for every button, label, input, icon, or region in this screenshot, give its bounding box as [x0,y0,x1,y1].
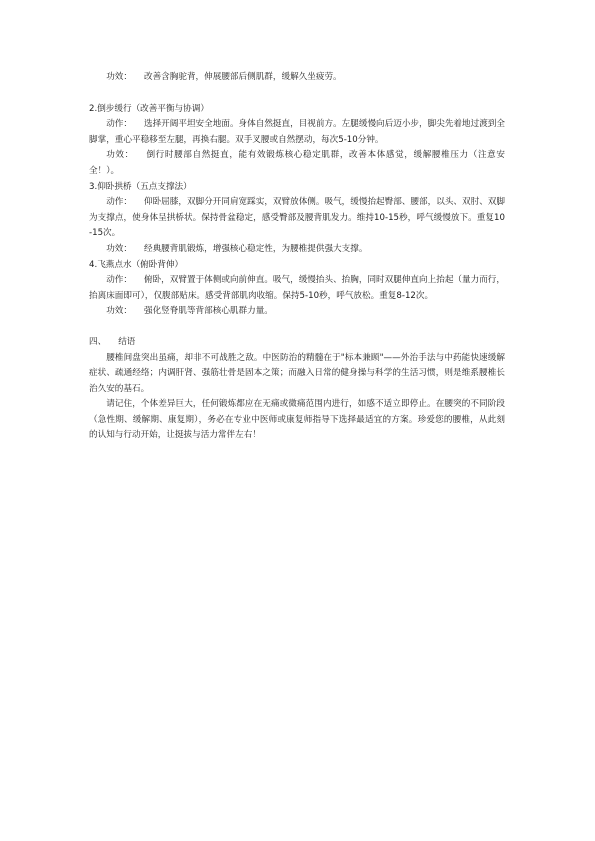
item2-number: 2. [89,103,98,114]
item4-effect-paragraph [89,304,505,320]
document-body [89,70,505,444]
effect-text: 经典腰背肌锻炼，增强核心稳定性，为腰椎提供强大支撑。 [143,243,368,254]
action-text: 俯卧，双臂置于体侧或向前伸直。吸气，缓慢抬头、抬胸，同时双腿伸直向上抬起（量力而行，抬离床面即可），仅腹部贴床。感受背部肌肉收缩。保持5-10秒，呼气放松。重复8-12次。 [89,275,505,301]
item2-action-paragraph [89,117,505,148]
effect-text: 改善含胸驼背，伸展腰部后侧肌群，缓解久坐疲劳。 [143,72,342,82]
action-label: 动作： [106,119,132,130]
item3-action-paragraph [89,195,505,242]
conclusion-heading [89,335,505,351]
item4-title: 飞燕点水（俯卧背伸） [97,259,184,270]
item4-heading [89,258,505,274]
effect-label: 功效： [106,72,132,82]
conclusion-paragraph-2: 请记住，个体差异巨大，任何锻炼都应在无痛或微痛范围内进行，如感不适立即停止。在腰突的不同阶段（急性期、缓解期、康复期），务必在专业中医师或康复师指导下选择最适宜的方案。珍爱您的腰椎，从此刻的认知与行动开始，让挺拔与活力常伴左右！ [89,399,505,441]
effect-label: 功效： [106,150,134,161]
effect-label: 功效： [106,306,132,317]
action-text: 选择开阔平坦安全地面。身体自然挺直，目视前方。左腿缓慢向后迈小步，脚尖先着地过渡到全脚掌，重心平稳移至左腿，再换右腿。双手叉腰或自然摆动，每次5-10分钟。 [89,119,505,145]
action-text: 仰卧屈膝，双脚分开同肩宽踩实，双臂放体侧。吸气，缓慢抬起臀部、腰部，以头、双肘、双脚为支撑点，使身体呈拱桥状。保持骨盆稳定，感受臀部及腰背肌发力。维持10-15秒，呼气缓慢放下。重复10-15次。 [89,197,505,239]
effect-text: 倒行时腰部自然挺直，能有效锻炼核心稳定肌群，改善本体感觉，缓解腰椎压力（注意安全！）。 [89,150,505,176]
prev-effect-paragraph [89,70,505,86]
item2-heading [89,102,505,118]
item2-title: 倒步缓行（改善平衡与协调） [97,103,209,114]
conclusion-number: 四、 [89,336,107,347]
conclusion-title: 结语 [118,336,136,347]
conclusion-paragraph-1: 腰椎间盘突出虽痛，却非不可战胜之敌。中医防治的精髓在于"标本兼顾"——外治手法与中药能快速缓解症状、疏通经络；内调肝肾、强筋壮骨是固本之策；而融入日常的健身操与科学的生活习惯，则是维系腰椎长治久安的基石。 [89,352,505,394]
item4-number: 4. [89,259,98,270]
effect-text: 强化竖脊肌等背部核心肌群力量。 [143,306,273,317]
item2-effect-paragraph [89,148,505,179]
effect-label: 功效： [106,243,132,254]
item3-title: 仰卧拱桥（五点支撑法） [97,181,192,192]
item3-number: 3. [89,181,98,192]
action-label: 动作： [106,197,132,208]
item3-effect-paragraph [89,242,505,258]
action-label: 动作： [106,275,132,286]
item3-heading [89,180,505,196]
item4-action-paragraph [89,273,505,304]
